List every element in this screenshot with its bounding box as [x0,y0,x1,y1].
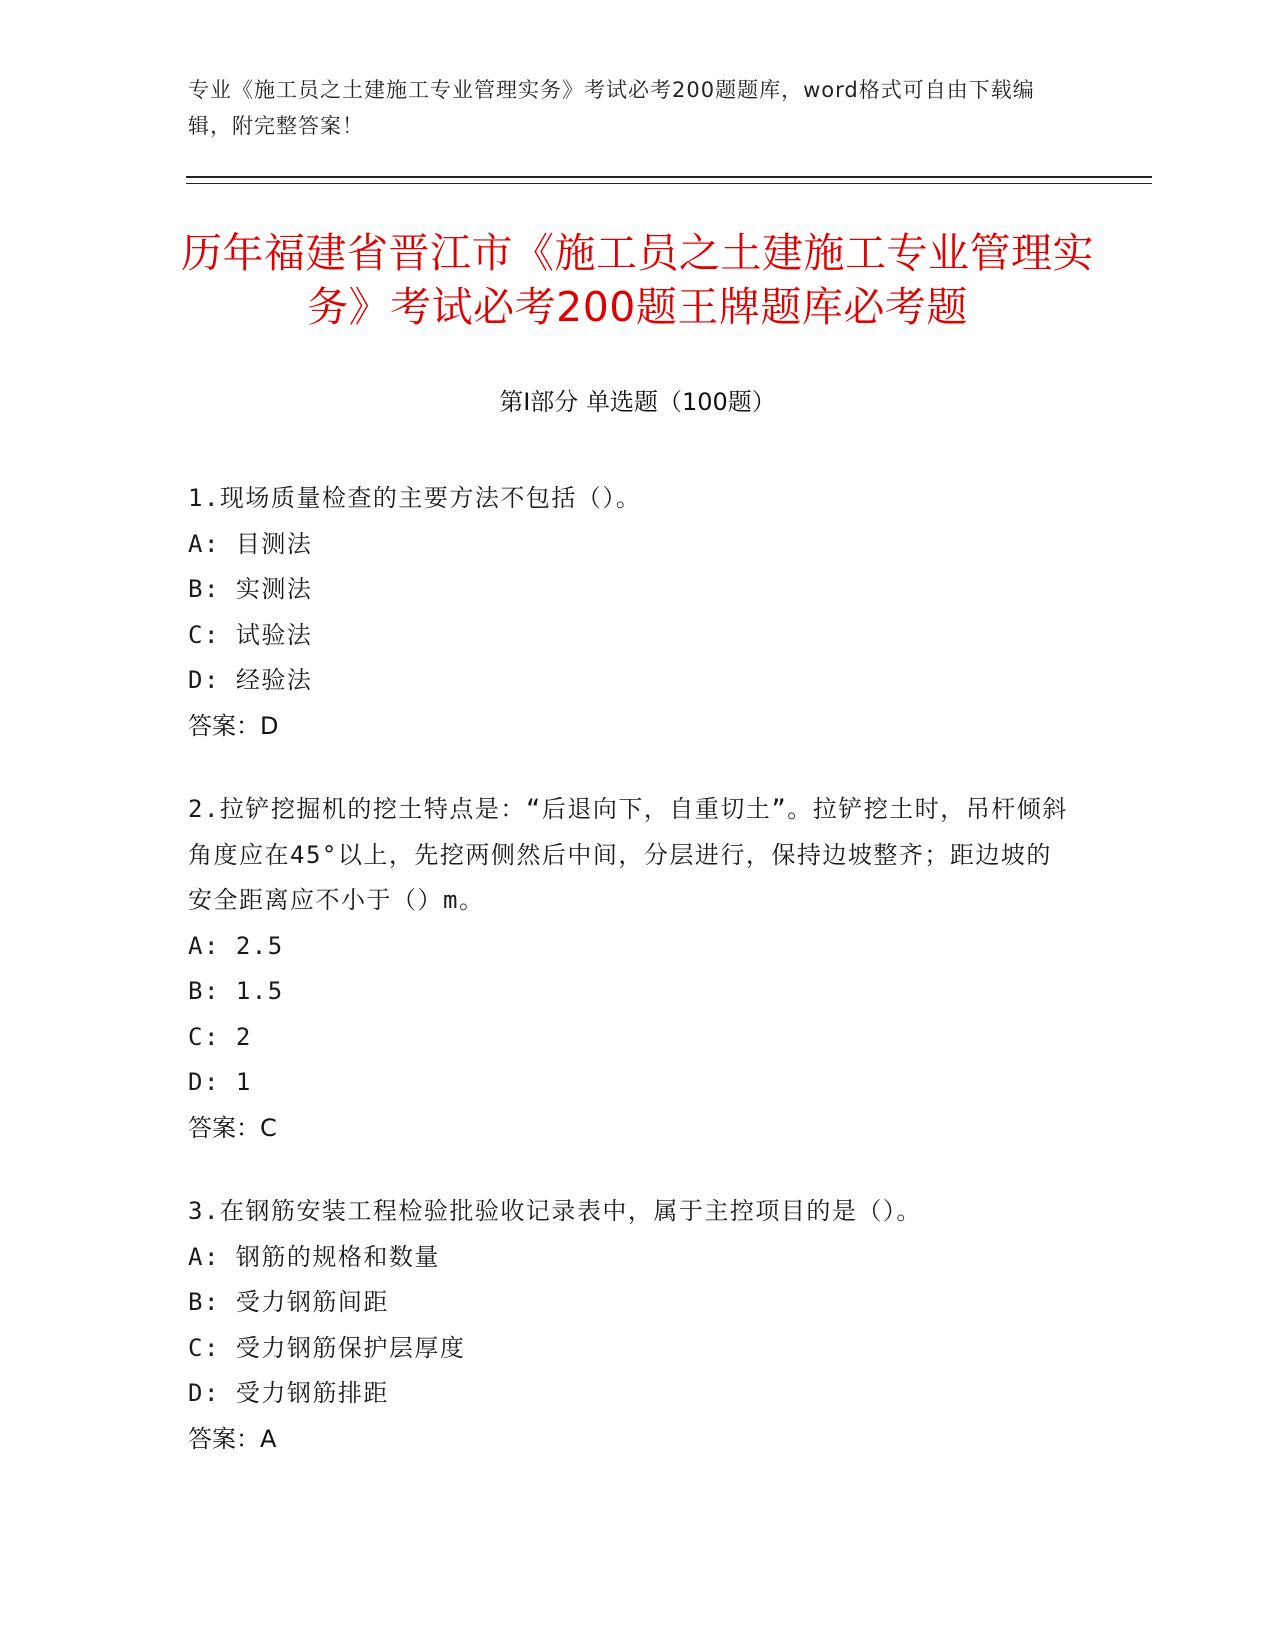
option-c: C: 试验法 [188,620,313,649]
option-a: A: 2.5 [188,931,284,960]
answer: 答案：A [188,1424,277,1453]
question-3 [188,1189,1068,1462]
header-rule-thick [186,176,1152,178]
option-a: A: 目测法 [188,529,313,558]
question-2 [188,787,1068,1151]
header-rule-thin [186,183,1152,184]
answer: 答案：C [188,1113,277,1142]
option-b: B: 实测法 [188,575,313,603]
option-c: C: 受力钢筋保护层厚度 [188,1333,466,1362]
answer: 答案：D [188,711,279,740]
question-stem: 2.拉铲挖掘机的挖土特点是：“后退向下，自重切土”。拉铲挖土时，吊杆倾斜角度应在45°以上，先挖两侧然后中间，分层进行，保持边坡整齐；距边坡的安全距离应不小于（）m。 [188,795,1068,914]
question-stem: 1.现场质量检查的主要方法不包括（）。 [188,484,642,512]
header-note: 专业《施工员之土建施工专业管理实务》考试必考200题题库，word格式可自由下载编辑，附完整答案！ [188,78,1035,138]
option-b: B: 受力钢筋间距 [188,1288,389,1316]
section-title: 第Ⅰ部分 单选题（100题） [499,388,776,416]
option-c: C: 2 [188,1022,252,1051]
document-title: 历年福建省晋江市《施工员之土建施工专业管理实务》考试必考200题王牌题库必考题 [181,229,1094,331]
option-d: D: 受力钢筋排距 [188,1379,389,1407]
question-1 [188,476,1068,749]
question-stem: 3.在钢筋安装工程检验批验收记录表中，属于主控项目的是（）。 [188,1197,922,1225]
option-a: A: 钢筋的规格和数量 [188,1242,440,1271]
option-b: B: 1.5 [188,977,284,1005]
question-list [188,476,1068,1500]
option-d: D: 1 [188,1068,252,1096]
option-d: D: 经验法 [188,666,313,694]
